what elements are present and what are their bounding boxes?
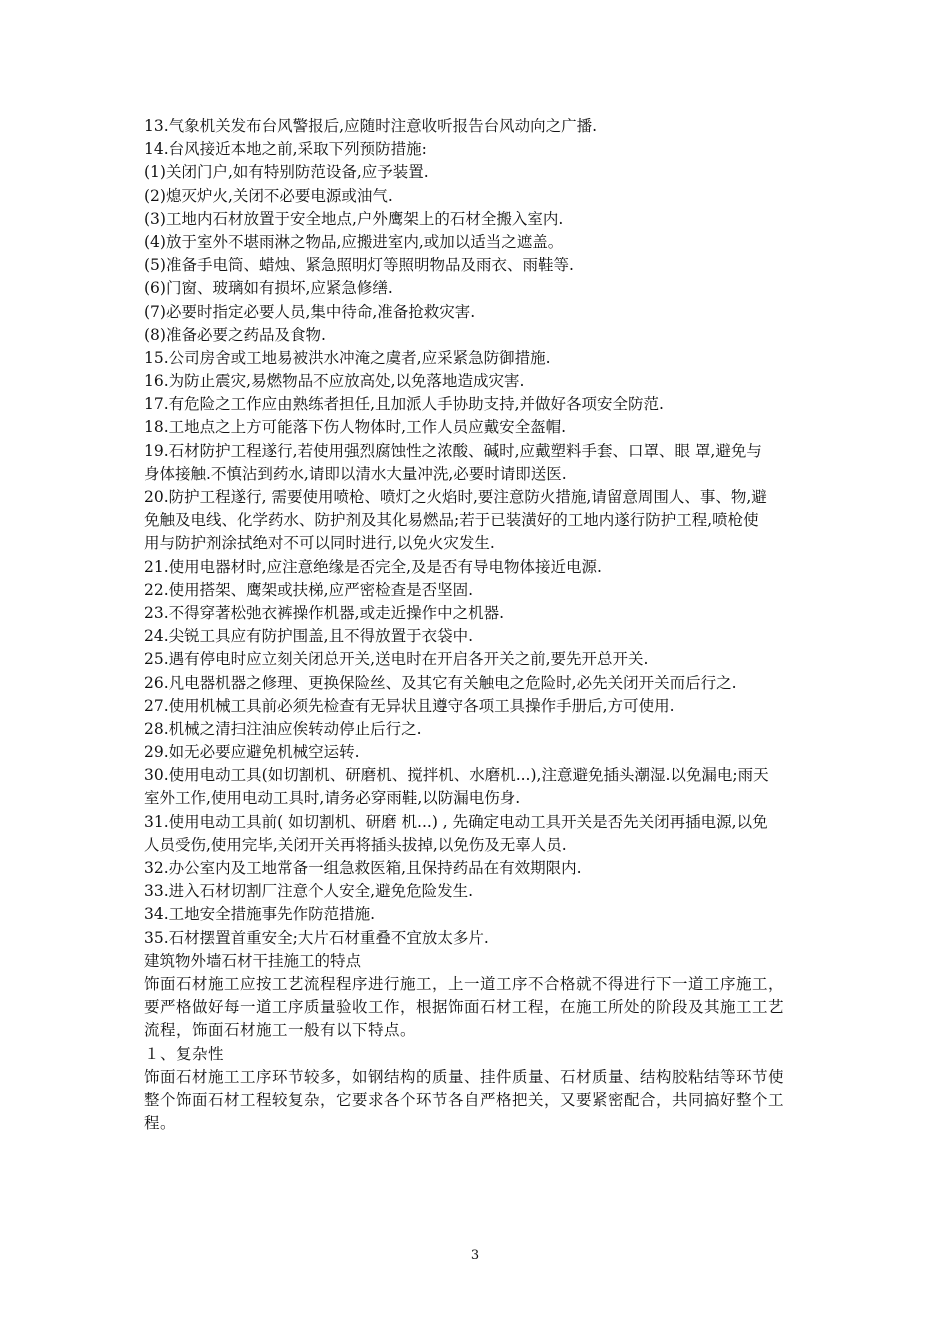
text-line: (7)必要时指定必要人员,集中待命,准备抢救灾害. <box>144 302 476 321</box>
text-line: 16.为防止震灾,易燃物品不应放高处,以免落地造成灾害. <box>144 372 525 391</box>
text-line: 用与防护剂涂拭绝对不可以同时进行,以免火灾发生. <box>144 534 495 553</box>
text-line: 28.机械之清扫注油应俟转动停止后行之. <box>144 719 422 738</box>
text-line: 34.工地安全措施事先作防范措施. <box>144 905 376 924</box>
text-line: (4)放于室外不堪雨淋之物品,应搬进室内,或加以适当之遮盖。 <box>144 232 564 251</box>
text-line: 身体接触.不慎沾到药水,请即以清水大量冲洗,必要时请即送医. <box>144 464 567 483</box>
text-line: 要严格做好每一道工序质量验收工作，根据饰面石材工程，在施工所处的阶段及其施工工艺 <box>144 998 785 1017</box>
text-line: 24.尖锐工具应有防护围盖,且不得放置于衣袋中. <box>144 627 474 646</box>
text-line: 15.公司房舍或工地易被洪水冲淹之虞者,应采紧急防御措施. <box>144 348 551 367</box>
text-line: 29.如无必要应避免机械空运转. <box>144 743 360 762</box>
text-line: 17.有危险之工作应由熟练者担任,且加派人手协助支持,并做好各项安全防范. <box>144 395 664 414</box>
text-line: 整个饰面石材工程较复杂，它要求各个环节各自严格把关，又要紧密配合，共同搞好整个工 <box>144 1090 785 1109</box>
text-line: 23.不得穿著松弛衣裤操作机器,或走近操作中之机器. <box>144 603 505 622</box>
text-line: 22.使用搭架、鹰架或扶梯,应严密检查是否坚固. <box>144 580 474 599</box>
text-line: 27.使用机械工具前必须先检查有无异状且遵守各项工具操作手册后,方可使用. <box>144 696 675 715</box>
section-heading: 建筑物外墙石材干挂施工的特点 <box>144 951 362 970</box>
text-line: 32.办公室内及工地常备一组急救医箱,且保持药品在有效期限内. <box>144 859 582 877</box>
text-line: (1)关闭门户,如有特别防范设备,应予装置. <box>144 163 429 182</box>
text-line: 25.遇有停电时应立刻关闭总开关,送电时在开启各开关之前,要先开总开关. <box>144 650 649 669</box>
text-line: 程。 <box>144 1114 177 1133</box>
text-line: 饰面石材施工工序环节较多，如钢结构的质量、挂件质量、石材质量、结构胶粘结等环节使 <box>144 1067 785 1086</box>
text-line: 26.凡电器机器之修理、更换保险丝、及其它有关触电之危险时,必先关闭开关而后行之. <box>144 673 737 692</box>
text-line: 饰面石材施工应按工艺流程程序进行施工，上一道工序不合格就不得进行下一道工序施工， <box>144 974 785 993</box>
text-line: 免触及电线、化学药水、防护剂及其化易燃品;若于已装潢好的工地内遂行防护工程,喷枪使 <box>144 511 759 530</box>
text-line: 21.使用电器材时,应注意绝缘是否完全,及是否有导电物体接近电源. <box>144 557 602 576</box>
page-number: 3 <box>470 1248 480 1263</box>
text-line: 30.使用电动工具(如切割机、研磨机、搅拌机、水磨机...),注意避免插头潮湿.以免漏电;雨天 <box>144 766 769 785</box>
text-line: 20.防护工程遂行, 需要使用喷枪、喷灯之火焰时,要注意防火措施,请留意周围人、事、物,避 <box>144 488 767 506</box>
subsection-heading: １、复杂性 <box>144 1044 225 1063</box>
text-line: 18.工地点之上方可能落下伤人物体时,工作人员应戴安全盔帽. <box>144 418 567 437</box>
text-line: (6)门窗、玻璃如有损坏,应紧急修缮. <box>144 279 393 298</box>
text-line: 人员受伤,使用完毕,关闭开关再将插头拔掉,以免伤及无辜人员. <box>144 835 567 854</box>
text-line: 13.气象机关发布台风警报后,应随时注意收听报告台风动向之广播. <box>144 117 598 135</box>
text-line: 33.进入石材切割厂注意个人安全,避免危险发生. <box>144 882 474 901</box>
text-line: 室外工作,使用电动工具时,请务必穿雨鞋,以防漏电伤身. <box>144 789 521 808</box>
text-line: 35.石材摆置首重安全;大片石材重叠不宜放太多片. <box>144 928 489 947</box>
text-line: (8)准备必要之药品及食物. <box>144 325 326 344</box>
document-body <box>144 115 810 1135</box>
text-line: 14.台风接近本地之前,采取下列预防措施: <box>144 140 427 159</box>
text-line: (3)工地内石材放置于安全地点,户外鹰架上的石材全搬入室内. <box>144 209 564 228</box>
text-line: 19.石材防护工程遂行,若使用强烈腐蚀性之浓酸、碱时,应戴塑料手套、口罩、眼 罩,避免与 <box>144 441 762 460</box>
text-line: (5)准备手电筒、蜡烛、紧急照明灯等照明物品及雨衣、雨鞋等. <box>144 256 574 275</box>
text-line: (2)熄灭炉火,关闭不必要电源或油气. <box>144 186 393 205</box>
text-line: 流程，饰面石材施工一般有以下特点。 <box>144 1021 417 1040</box>
text-line: 31.使用电动工具前( 如切割机、研磨 机...) , 先确定电动工具开关是否先关闭再插电源,以免 <box>144 812 768 831</box>
